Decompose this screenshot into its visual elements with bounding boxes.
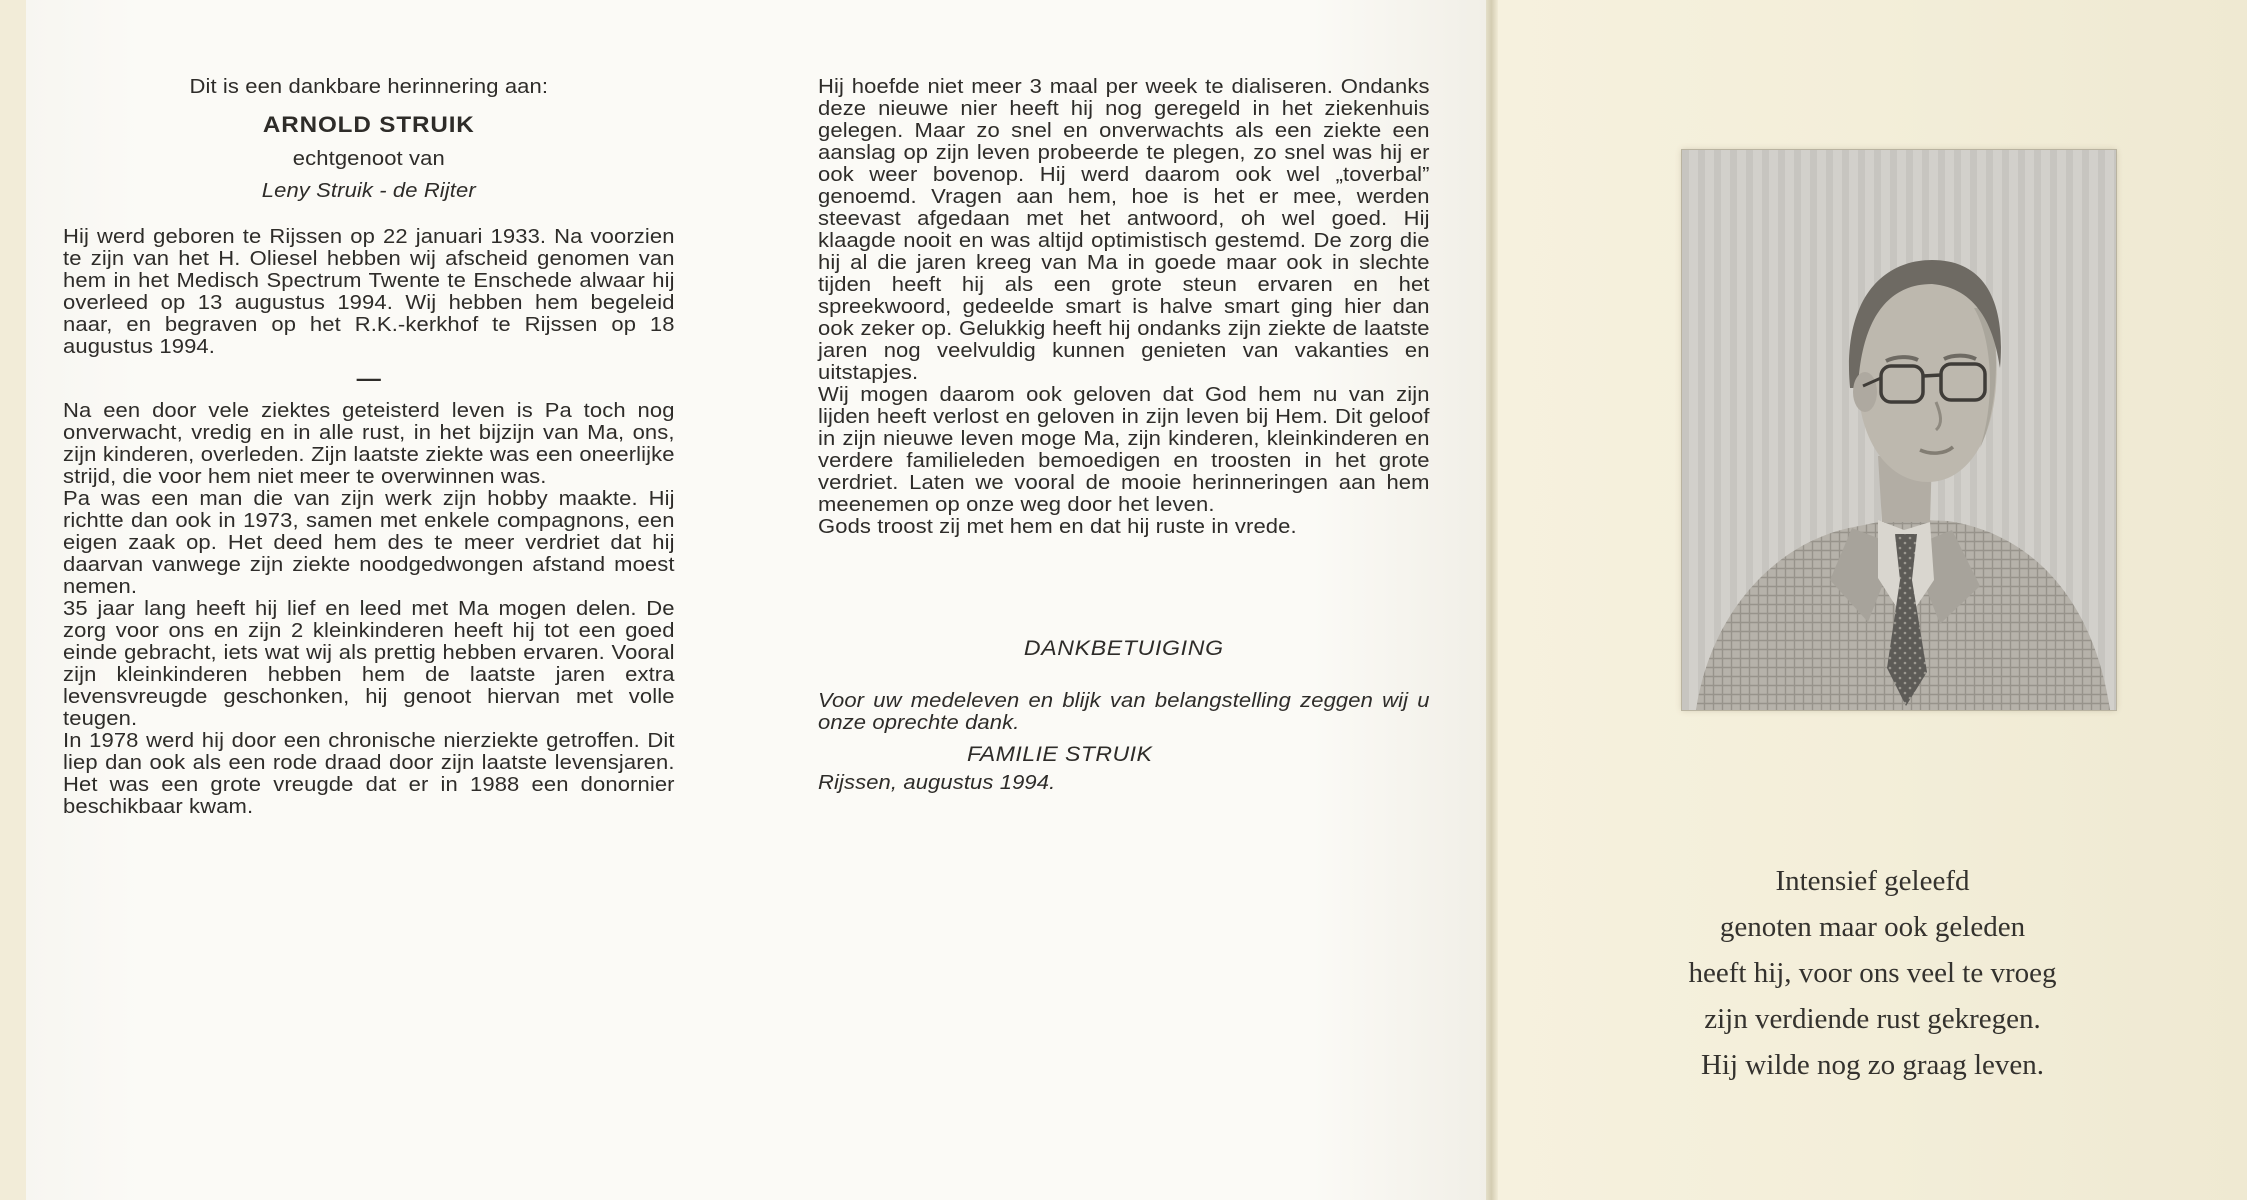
- poem-line-4: zijn verdiende rust gekregen.: [1704, 1003, 2041, 1035]
- faith-paragraph: Wij mogen daarom ook geloven dat God hem nu van zijn lijden heeft verlost en geloven in zijn leven bij Hem. Dit geloof in zijn nieuwe leven moge Ma, zijn kinderen, kleinkinderen en verdere familieleden bemoedigen en troosten in het grote verdriet. Laten we vooral de mooie herinneringen aan hem meenemen op onze weg door het leven.: [818, 384, 1430, 516]
- poem-line-1: Intensief geleefd: [1775, 865, 1970, 897]
- poem-line-5: Hij wilde nog zo graag leven.: [1700, 1049, 2045, 1081]
- poem-line-3: heeft hij, voor ons veel te vroeg: [1688, 957, 2057, 989]
- left-column: [63, 76, 675, 818]
- family-paragraph: 35 jaar lang heeft hij lief en leed met Ma mogen delen. De zorg voor ons en zijn 2 kleinkinderen heeft hij tot een goed einde gebracht, iets wat wij als prettig hebben ervaren. Vooral zijn kleinkinderen hebben hem de laatste jaren extra levensvreugde geschonken, hij genoot hiervan met volle teugen.: [63, 598, 675, 730]
- relation-line: echtgenoot van: [292, 148, 445, 170]
- thanks-paragraph: Voor uw medeleven en blijk van belangstelling zeggen wij u onze oprechte dank.: [818, 690, 1430, 734]
- passing-paragraph: Na een door vele ziektes geteisterd leven is Pa toch nog onverwacht, vredig en in alle rust, in het bijzijn van Ma, ons, zijn kinderen, overleden. Zijn laatste ziekte was een oneerlijke strijd, die voor hem niet meer te overwinnen was.: [63, 400, 675, 488]
- place-date-line: Rijssen, augustus 1994.: [818, 772, 1056, 794]
- deceased-name: ARNOLD STRUIK: [262, 112, 475, 137]
- spouse-name: Leny Struik - de Rijter: [261, 180, 476, 202]
- illness-onset-paragraph: In 1978 werd hij door een chronische nierziekte getroffen. Dit liep dan ook als een rode draad door zijn laatste levensjaren. Het was een grote vreugde dat er in 1988 een donornier beschikbaar kwam.: [63, 730, 675, 818]
- birth-death-paragraph: Hij werd geboren te Rijssen op 22 januari 1933. Na voorzien te zijn van het H. Oliesel hebben wij afscheid genomen van hem in het Medisch Spectrum Twente te Enschede alwaar hij overleed op 13 augustus 1994. Wij hebben hem begeleid naar, en begraven op het R.K.-kerkhof te Rijssen op 18 augustus 1994.: [63, 226, 675, 358]
- portrait-photo-graphic: [1682, 150, 2116, 710]
- middle-column: [818, 76, 1430, 794]
- family-signature: FAMILIE STRUIK: [966, 743, 1153, 766]
- poem-line-2: genoten maar ook geleden: [1719, 911, 2026, 943]
- portrait-photo: [1682, 150, 2116, 710]
- intro-line: Dit is een dankbare herinnering aan:: [189, 76, 549, 98]
- work-paragraph: Pa was een man die van zijn werk zijn hobby maakte. Hij richtte dan ook in 1973, samen met enkele compagnons, een eigen zaak op. Het deed hem des te meer verdriet dat hij daarvan vanwege zijn ziekte noodgedwongen afstand moest nemen.: [63, 488, 675, 598]
- memorial-poem: [1498, 858, 2247, 1088]
- dankbetuiging-heading: DANKBETUIGING: [1023, 637, 1224, 660]
- card-fold-edge: [1486, 0, 1498, 1200]
- divider-dash: —: [356, 366, 381, 391]
- illness-life-paragraph: Hij hoefde niet meer 3 maal per week te dialiseren. Ondanks deze nieuwe nier heeft hij nog geregeld in het ziekenhuis gelegen. Maar zo snel en onverwachts als een ziekte een aanslag op zijn leven probeerde te plegen, zo snel was hij er ook weer bovenop. Hij werd daarom ook wel „toverbal” genoemd. Vragen aan hem, hoe is het er mee, werden steevast afgedaan met het antwoord, oh wel goed. Hij klaagde nooit en was altijd optimistisch gestemd. De zorg die hij al die jaren kreeg van Ma in goede maar ook in slechte tijden heeft hij als een grote steun ervaren en het spreekwoord, gedeelde smart is halve smart ging hier dan ook zeker op. Gelukkig heeft hij ondanks zijn ziekte de laatste jaren nog veelvuldig kunnen genieten van vakanties en uitstapjes.: [818, 76, 1430, 384]
- comfort-line: Gods troost zij met hem en dat hij ruste in vrede.: [818, 516, 1297, 538]
